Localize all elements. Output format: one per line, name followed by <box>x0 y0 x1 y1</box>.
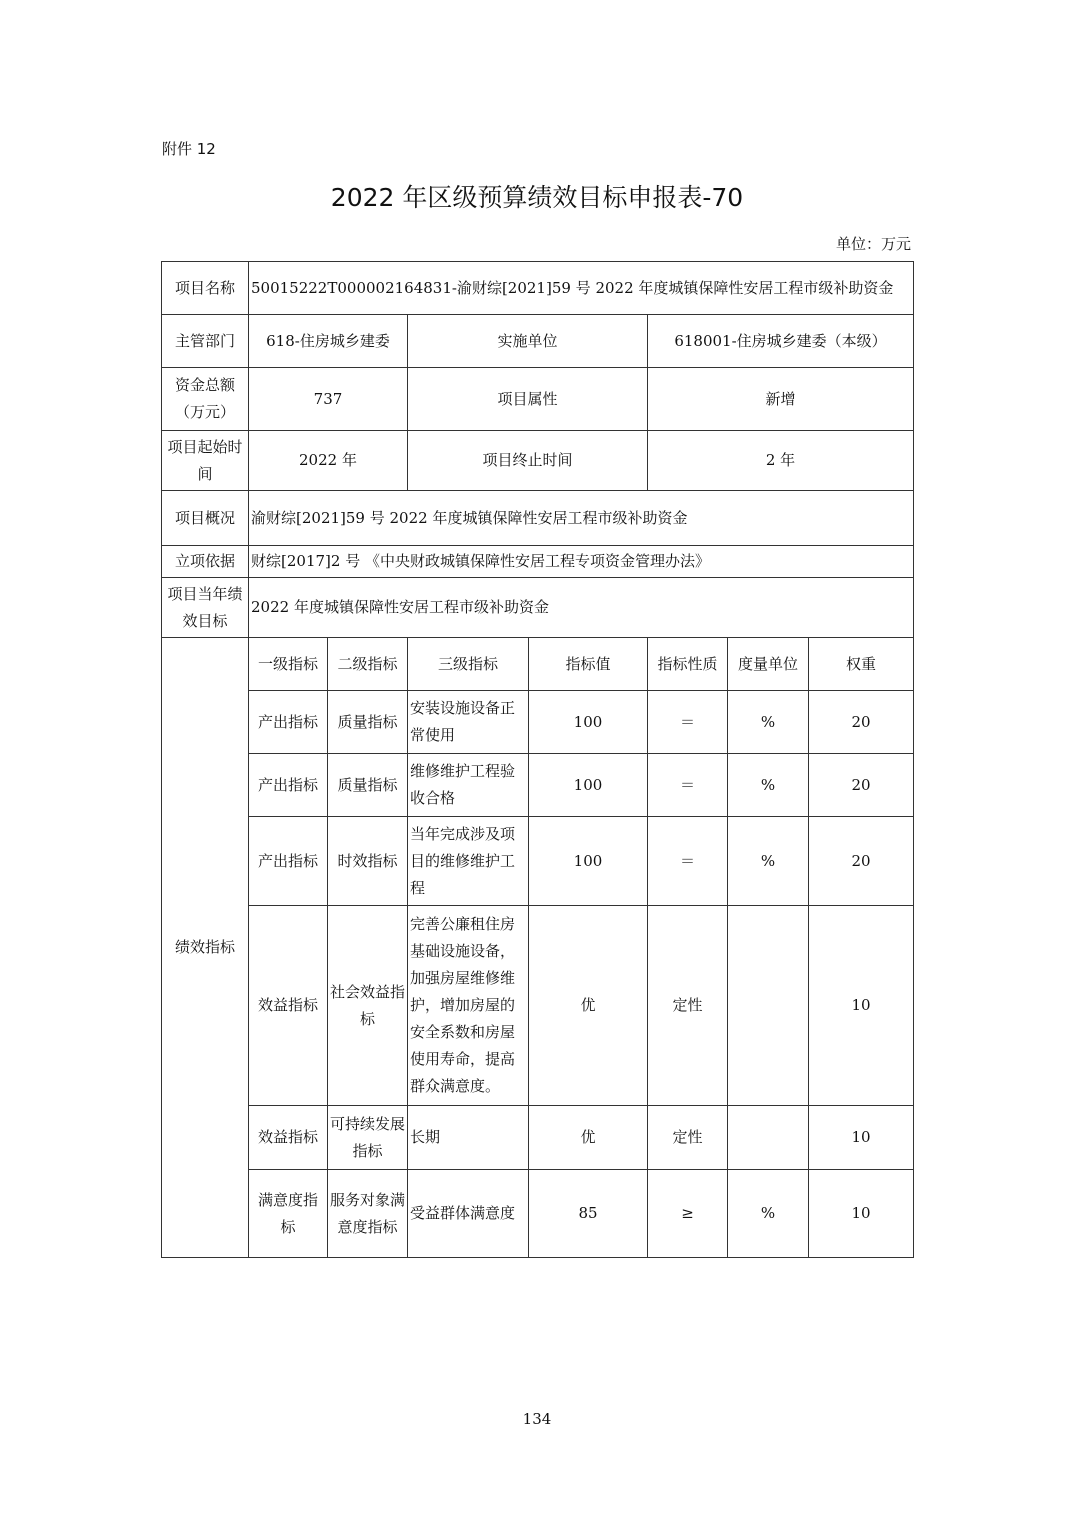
cell-l3: 长期 <box>408 1106 529 1170</box>
table-row <box>162 906 914 1106</box>
table-row <box>162 1106 914 1170</box>
attr-label: 项目属性 <box>408 368 648 431</box>
cell-value: 优 <box>529 906 648 1106</box>
cell-nature: ＝ <box>648 817 728 906</box>
row-goal <box>162 578 914 638</box>
cell-weight: 10 <box>809 1106 914 1170</box>
table-row <box>162 1170 914 1258</box>
budget-target-table <box>161 261 914 1258</box>
fund-label: 资金总额（万元） <box>162 368 249 431</box>
cell-l2: 服务对象满意度指标 <box>328 1170 408 1258</box>
fund-value: 737 <box>249 368 408 431</box>
cell-unit: % <box>728 817 809 906</box>
cell-l1: 效益指标 <box>249 906 328 1106</box>
cell-value: 优 <box>529 1106 648 1170</box>
cell-l3: 维修维护工程验收合格 <box>408 754 529 817</box>
cell-weight: 10 <box>809 906 914 1106</box>
cell-unit <box>728 1106 809 1170</box>
cell-l2: 社会效益指标 <box>328 906 408 1106</box>
cell-l1: 效益指标 <box>249 1106 328 1170</box>
goal-value: 2022 年度城镇保障性安居工程市级补助资金 <box>249 578 914 638</box>
cell-unit: % <box>728 754 809 817</box>
project-name-value: 50015222T000002164831-渝财综[2021]59 号 2022 年度城镇保障性安居工程市级补助资金 <box>249 262 914 315</box>
end-value: 2 年 <box>648 431 914 491</box>
cell-l1: 满意度指标 <box>249 1170 328 1258</box>
table-row <box>162 754 914 817</box>
cell-unit <box>728 906 809 1106</box>
header-weight: 权重 <box>809 638 914 691</box>
header-l2: 二级指标 <box>328 638 408 691</box>
cell-unit: % <box>728 691 809 754</box>
header-value: 指标值 <box>529 638 648 691</box>
page-number: 134 <box>522 1410 552 1428</box>
project-name-label: 项目名称 <box>162 262 249 315</box>
cell-l1: 产出指标 <box>249 817 328 906</box>
cell-l3: 完善公廉租住房基础设施设备，加强房屋维修维护，增加房屋的安全系数和房屋使用寿命，提高群众满意度。 <box>408 906 529 1106</box>
row-fund <box>162 368 914 431</box>
cell-value: 100 <box>529 817 648 906</box>
cell-weight: 20 <box>809 817 914 906</box>
cell-value: 100 <box>529 754 648 817</box>
dept-value: 618-住房城乡建委 <box>249 315 408 368</box>
cell-l2: 时效指标 <box>328 817 408 906</box>
attachment-label: 附件 12 <box>162 140 216 158</box>
cell-unit: % <box>728 1170 809 1258</box>
basis-label: 立项依据 <box>162 546 249 578</box>
cell-nature: 定性 <box>648 1106 728 1170</box>
impl-value: 618001-住房城乡建委（本级） <box>648 315 914 368</box>
cell-weight: 20 <box>809 754 914 817</box>
cell-l1: 产出指标 <box>249 754 328 817</box>
cell-nature: ≥ <box>648 1170 728 1258</box>
row-time <box>162 431 914 491</box>
cell-l3: 安装设施设备正常使用 <box>408 691 529 754</box>
cell-weight: 10 <box>809 1170 914 1258</box>
goal-label: 项目当年绩效目标 <box>162 578 249 638</box>
cell-weight: 20 <box>809 691 914 754</box>
cell-nature: ＝ <box>648 754 728 817</box>
unit-label: 单位：万元 <box>835 235 911 253</box>
cell-l2: 质量指标 <box>328 691 408 754</box>
overview-label: 项目概况 <box>162 491 249 546</box>
row-project-name <box>162 262 914 315</box>
start-label: 项目起始时间 <box>162 431 249 491</box>
table-row <box>162 691 914 754</box>
attr-value: 新增 <box>648 368 914 431</box>
cell-l2: 质量指标 <box>328 754 408 817</box>
cell-nature: 定性 <box>648 906 728 1106</box>
row-department <box>162 315 914 368</box>
header-unit: 度量单位 <box>728 638 809 691</box>
header-l3: 三级指标 <box>408 638 529 691</box>
row-basis <box>162 546 914 578</box>
end-label: 项目终止时间 <box>408 431 648 491</box>
start-value: 2022 年 <box>249 431 408 491</box>
dept-label: 主管部门 <box>162 315 249 368</box>
header-l1: 一级指标 <box>249 638 328 691</box>
impl-label: 实施单位 <box>408 315 648 368</box>
cell-value: 85 <box>529 1170 648 1258</box>
overview-value: 渝财综[2021]59 号 2022 年度城镇保障性安居工程市级补助资金 <box>249 491 914 546</box>
indicator-header-row <box>162 638 914 691</box>
cell-value: 100 <box>529 691 648 754</box>
row-overview <box>162 491 914 546</box>
cell-l2: 可持续发展指标 <box>328 1106 408 1170</box>
cell-nature: ＝ <box>648 691 728 754</box>
cell-l3: 受益群体满意度 <box>408 1170 529 1258</box>
cell-l1: 产出指标 <box>249 691 328 754</box>
basis-value: 财综[2017]2 号 《中央财政城镇保障性安居工程专项资金管理办法》 <box>249 546 914 578</box>
page-title: 2022 年区级预算绩效目标申报表-70 <box>330 183 744 212</box>
cell-l3: 当年完成涉及项目的维修维护工程 <box>408 817 529 906</box>
header-nature: 指标性质 <box>648 638 728 691</box>
table-row <box>162 817 914 906</box>
indicators-section-label: 绩效指标 <box>162 638 249 1258</box>
